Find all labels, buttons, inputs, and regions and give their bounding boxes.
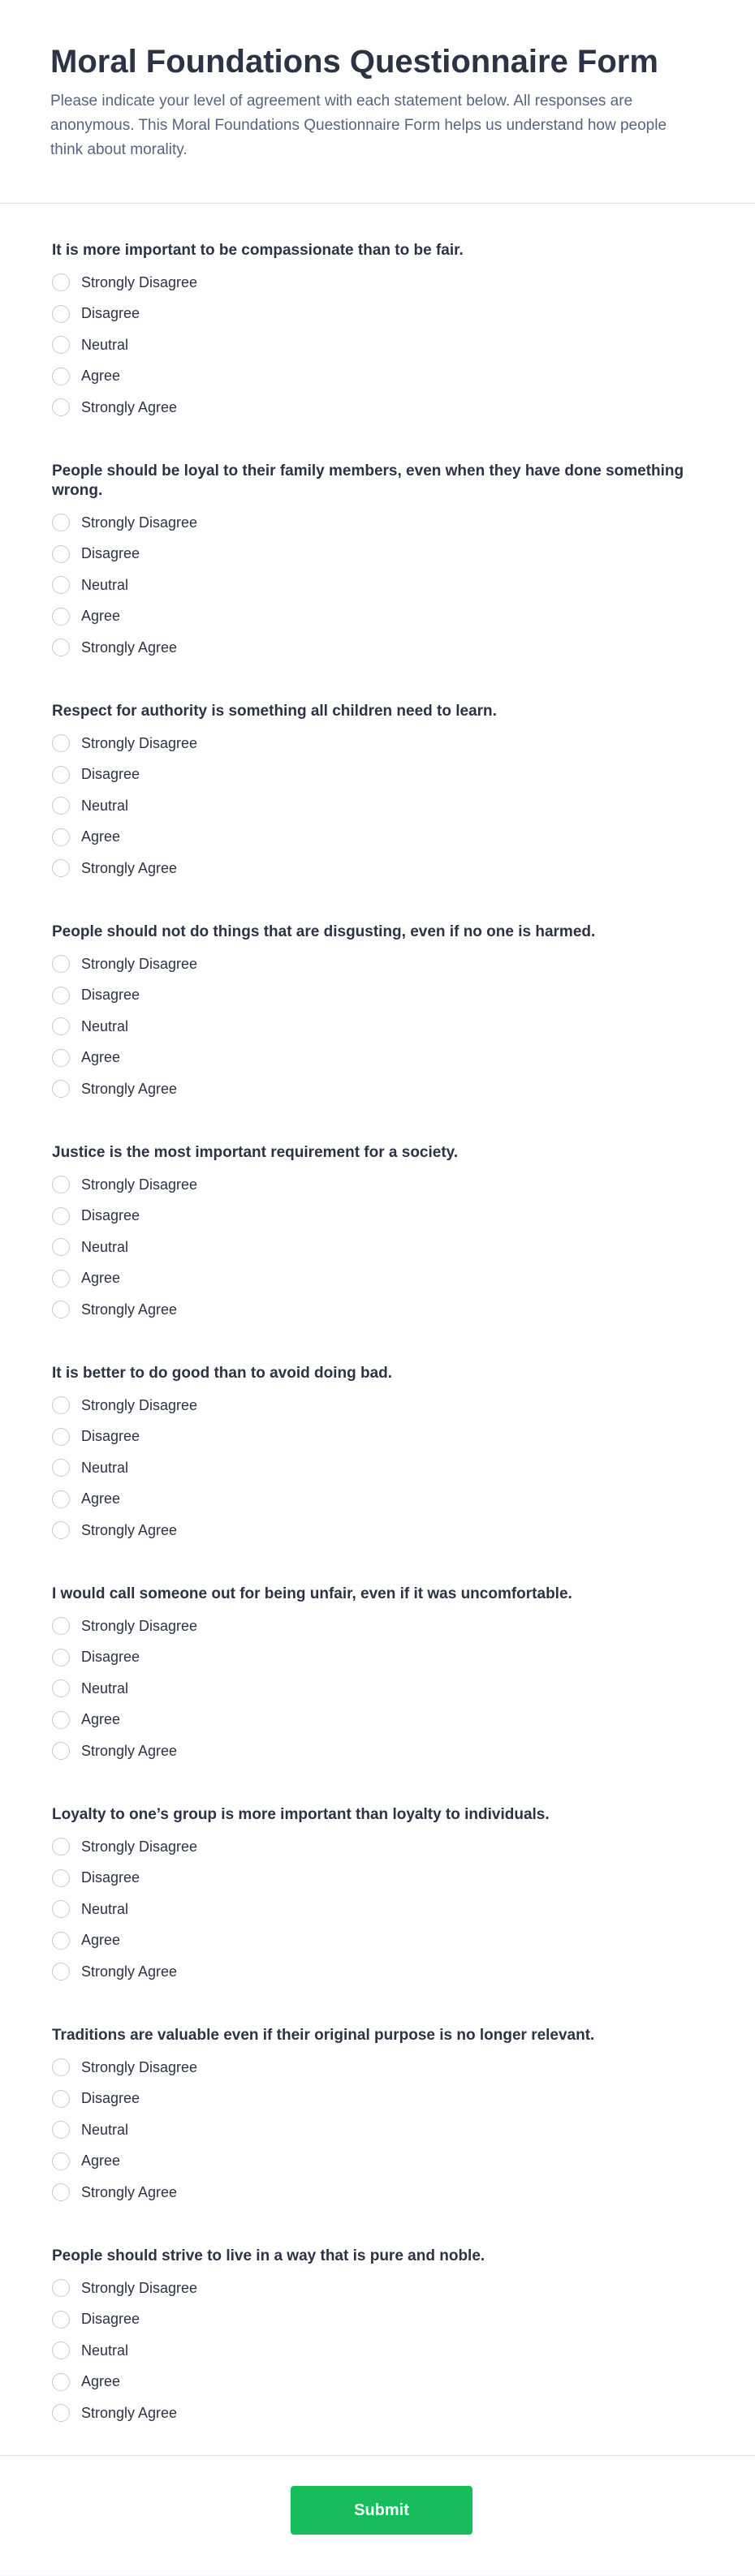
radio-button[interactable] [52,639,70,656]
radio-button[interactable] [52,2311,70,2329]
answer-option-label: Disagree [81,1207,140,1224]
radio-button[interactable] [52,2183,70,2201]
answer-option[interactable] [52,1484,703,1516]
answer-option[interactable] [52,2273,703,2304]
radio-button[interactable] [52,2152,70,2170]
answer-option[interactable] [52,2177,703,2208]
question-label: Loyalty to one’s group is more important than loyalty to individuals. [52,1806,550,1823]
radio-button[interactable] [52,1711,70,1729]
answer-option-label: Strongly Disagree [81,955,198,972]
answer-option[interactable] [52,1515,703,1546]
form-header [0,0,755,204]
answer-option-label: Strongly Disagree [81,1396,198,1413]
submit-button[interactable]: Submit [291,2486,472,2535]
answer-option-label: Disagree [81,1649,140,1666]
answer-option-label: Neutral [81,336,129,353]
radio-button[interactable] [52,545,70,563]
question-label: It is better to do good than to avoid doing bad. [52,1365,393,1382]
radio-button[interactable] [52,1869,70,1887]
answer-option[interactable] [52,1894,703,1925]
answer-option[interactable] [52,1043,703,1074]
questions-list [0,204,755,2438]
radio-button[interactable] [52,1049,70,1067]
answer-option-label: Strongly Disagree [81,2279,198,2296]
question-block [52,1805,703,1997]
radio-button[interactable] [52,1838,70,1856]
answer-option-label: Neutral [81,797,129,814]
radio-button[interactable] [52,1396,70,1414]
radio-button[interactable] [52,608,70,626]
answer-option[interactable] [52,1925,703,1957]
radio-button[interactable] [52,576,70,594]
form-title: Moral Foundations Questionnaire Form [50,44,658,80]
radio-button[interactable] [52,1617,70,1635]
radio-button[interactable] [52,273,70,291]
radio-button[interactable] [52,2090,70,2108]
answer-option-label: Strongly Disagree [81,273,198,290]
question-label: People should strive to live in a way that is pure and noble. [52,2247,485,2264]
answer-option-label: Agree [81,1270,121,1287]
radio-button[interactable] [52,766,70,784]
answer-option[interactable] [52,2084,703,2115]
answer-option-label: Strongly Agree [81,639,178,656]
radio-button[interactable] [52,955,70,973]
answer-option-label: Neutral [81,576,129,593]
radio-button[interactable] [52,2404,70,2422]
radio-button[interactable] [52,1490,70,1508]
radio-button[interactable] [52,2058,70,2076]
answer-option[interactable] [52,1294,703,1326]
answer-option-label: Agree [81,2373,121,2390]
form-description: Please indicate your level of agreement with each statement below. All responses are anonymous. This Moral Foundations Questionnaire Form helps us understand how people think about morality. [50,92,667,158]
question-label: Justice is the most important requirement for a society. [52,1144,459,1161]
form-footer [0,2455,755,2576]
answer-option[interactable] [52,1073,703,1105]
answer-option-label: Disagree [81,1428,140,1445]
answer-option[interactable] [52,1452,703,1484]
answer-option-label: Strongly Disagree [81,734,198,751]
radio-button[interactable] [52,514,70,531]
answer-option[interactable] [52,1201,703,1232]
answer-option-label: Disagree [81,2311,140,2328]
answer-option[interactable] [52,632,703,664]
radio-button[interactable] [52,1301,70,1318]
answer-option[interactable] [52,1390,703,1421]
answer-option-label: Neutral [81,2121,129,2138]
answer-option[interactable] [52,1863,703,1894]
answer-option-label: Agree [81,368,121,385]
answer-option-label: Strongly Agree [81,1963,178,1980]
answer-option[interactable] [52,2335,703,2367]
radio-button[interactable] [52,1521,70,1539]
radio-button[interactable] [52,859,70,877]
radio-button[interactable] [52,305,70,323]
answer-option-label: Neutral [81,1238,129,1255]
radio-button[interactable] [52,1080,70,1098]
answer-option-label: Disagree [81,305,140,322]
answer-option[interactable] [52,1232,703,1263]
radio-button[interactable] [52,797,70,815]
radio-button[interactable] [52,336,70,354]
answer-option-label: Neutral [81,1459,129,1476]
answer-option[interactable] [52,1956,703,1988]
answer-option[interactable] [52,1642,703,1674]
radio-button[interactable] [52,1932,70,1950]
answer-option[interactable] [52,2304,703,2336]
answer-option[interactable] [52,790,703,822]
answer-option-label: Agree [81,1490,121,1507]
answer-option[interactable] [52,1611,703,1642]
answer-option-label: Strongly Agree [81,1742,178,1759]
radio-button[interactable] [52,828,70,846]
answer-option[interactable] [52,948,703,980]
answer-option[interactable] [52,2146,703,2178]
answer-option-label: Disagree [81,2090,140,2107]
question-block [52,1585,703,1776]
question-label: People should be loyal to their family members, even when they have done something wrong. [52,462,684,499]
answer-option[interactable] [52,361,703,393]
answer-option[interactable] [52,2114,703,2146]
answer-option[interactable] [52,1735,703,1767]
answer-option-label: Strongly Disagree [81,2058,198,2075]
answer-option-label: Agree [81,608,121,625]
answer-option-label: Strongly Agree [81,1080,178,1097]
radio-button[interactable] [52,1649,70,1666]
radio-button[interactable] [52,1176,70,1193]
answer-option[interactable] [52,1831,703,1863]
answer-option-label: Agree [81,1049,121,1066]
answer-option[interactable] [52,1011,703,1043]
answer-option[interactable] [52,329,703,361]
radio-button[interactable] [52,1742,70,1760]
answer-option[interactable] [52,570,703,601]
question-label: People should not do things that are disgusting, even if no one is harmed. [52,923,596,940]
answer-option[interactable] [52,267,703,299]
answer-option[interactable] [52,539,703,570]
answer-option[interactable] [52,1673,703,1705]
answer-option-label: Strongly Agree [81,859,178,876]
question-label: Respect for authority is something all children need to learn. [52,703,497,720]
radio-button[interactable] [52,2342,70,2359]
answer-option[interactable] [52,728,703,759]
answer-option-label: Neutral [81,1900,129,1917]
radio-button[interactable] [52,1679,70,1697]
answer-option[interactable] [52,853,703,884]
radio-button[interactable] [52,2279,70,2297]
answer-option[interactable] [52,980,703,1012]
answer-option[interactable] [52,1705,703,1736]
radio-button[interactable] [52,1459,70,1477]
radio-button[interactable] [52,368,70,385]
answer-option[interactable] [52,1263,703,1295]
answer-option[interactable] [52,507,703,539]
answer-option-label: Agree [81,1932,121,1949]
radio-button[interactable] [52,1428,70,1446]
answer-option-label: Neutral [81,2342,129,2359]
question-label: I would call someone out for being unfair, even if it was uncomfortable. [52,1585,572,1602]
question-block [52,241,703,432]
radio-button[interactable] [52,1017,70,1035]
answer-option-label: Strongly Agree [81,2183,178,2200]
question-block [52,462,703,673]
answer-option[interactable] [52,2398,703,2429]
answer-option[interactable] [52,1421,703,1453]
answer-option-label: Agree [81,2152,121,2170]
answer-option-label: Strongly Agree [81,2404,178,2421]
radio-button[interactable] [52,1207,70,1225]
answer-option[interactable] [52,1169,703,1201]
answer-option-label: Strongly Disagree [81,514,198,531]
radio-button[interactable] [52,398,70,416]
answer-option-label: Strongly Agree [81,398,178,415]
radio-button[interactable] [52,1900,70,1918]
radio-button[interactable] [52,1238,70,1256]
answer-option[interactable] [52,601,703,633]
question-label: It is more important to be compassionate than to be fair. [52,242,464,259]
answer-option-label: Strongly Disagree [81,1176,198,1193]
answer-option[interactable] [52,759,703,791]
question-label: Traditions are valuable even if their original purpose is no longer relevant. [52,2027,595,2044]
answer-option-label: Neutral [81,1679,129,1697]
question-block [52,1364,703,1555]
question-block [52,702,703,893]
radio-button[interactable] [52,2121,70,2139]
radio-button[interactable] [52,987,70,1004]
radio-button[interactable] [52,1963,70,1980]
question-block [52,2247,703,2438]
answer-option-label: Agree [81,828,121,845]
answer-option-label: Strongly Agree [81,1521,178,1538]
answer-option[interactable] [52,822,703,854]
answer-option-label: Disagree [81,987,140,1004]
answer-option-label: Neutral [81,1017,129,1034]
question-block [52,2026,703,2217]
question-block [52,1143,703,1335]
answer-option-label: Strongly Disagree [81,1617,198,1634]
answer-option-label: Disagree [81,545,140,562]
answer-option-label: Agree [81,1711,121,1728]
answer-option[interactable] [52,2052,703,2084]
radio-button[interactable] [52,1270,70,1288]
answer-option[interactable] [52,2367,703,2398]
answer-option[interactable] [52,299,703,330]
answer-option-label: Strongly Disagree [81,1838,198,1855]
answer-option-label: Disagree [81,766,140,783]
answer-option-label: Strongly Agree [81,1301,178,1318]
answer-option[interactable] [52,392,703,424]
question-block [52,922,703,1114]
radio-button[interactable] [52,734,70,752]
answer-option-label: Disagree [81,1869,140,1886]
radio-button[interactable] [52,2373,70,2391]
